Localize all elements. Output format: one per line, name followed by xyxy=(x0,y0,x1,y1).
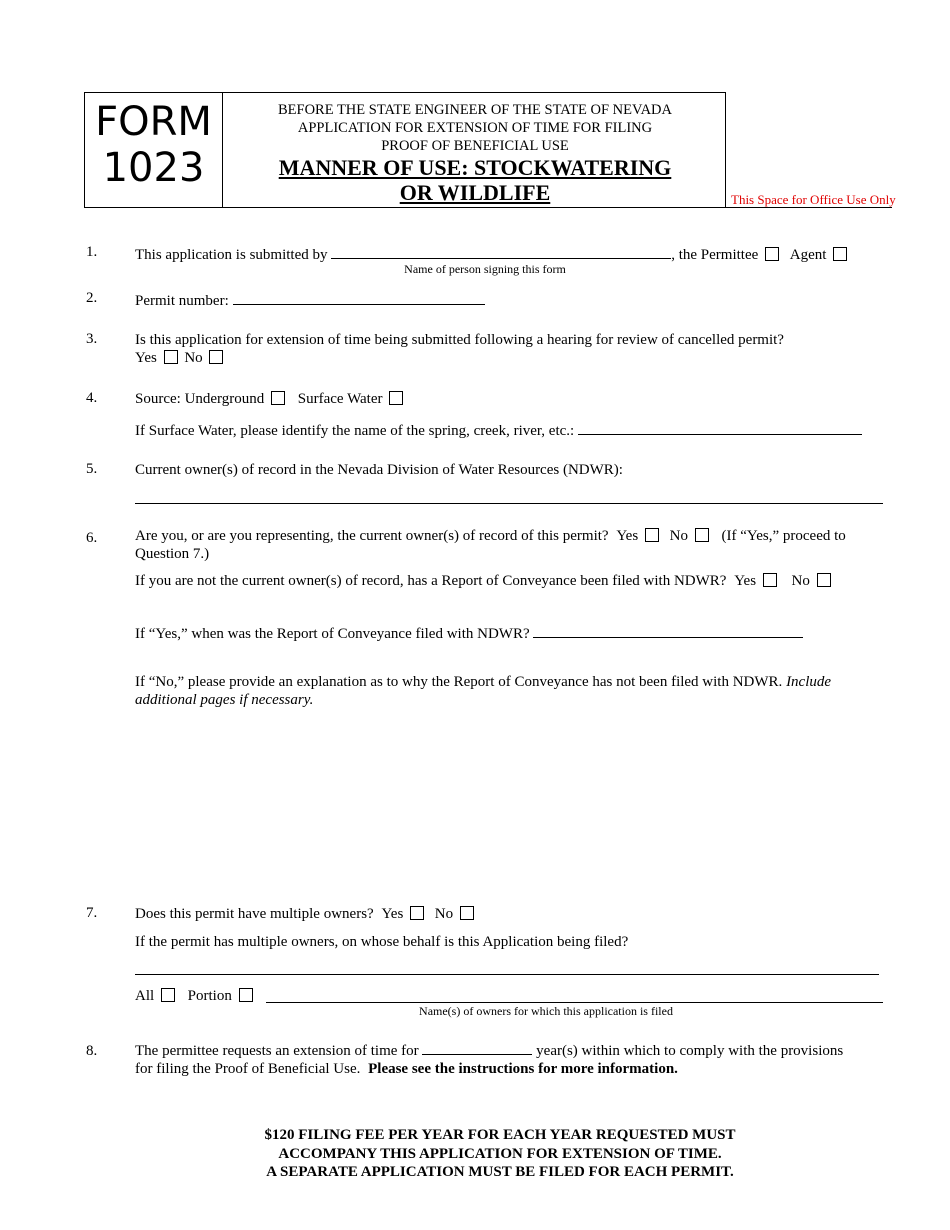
q5-text: Current owner(s) of record in the Nevada Division of Water Resources (NDWR): xyxy=(135,462,623,478)
q6-when-text: If “Yes,” when was the Report of Conveyance filed with NDWR? xyxy=(135,626,530,642)
q7-portion-label: Portion xyxy=(187,988,232,1004)
q7-behalf-text: If the permit has multiple owners, on whose behalf is this Application being filed? xyxy=(135,934,629,950)
q6-explain-row xyxy=(135,673,875,709)
q7-yes-checkbox[interactable] xyxy=(410,906,424,920)
q1-text: This application is submitted by xyxy=(135,247,328,263)
office-use-divider xyxy=(726,207,892,208)
q2-text: Permit number: xyxy=(135,293,229,309)
surface-water-name-field[interactable] xyxy=(578,420,862,435)
agent-checkbox[interactable] xyxy=(833,247,847,261)
form-heading xyxy=(224,93,726,207)
q8-text-c: for filing the Proof of Beneficial Use. xyxy=(135,1061,361,1077)
fee-line-1: $120 FILING FEE PER YEAR FOR EACH YEAR REQUESTED MUST xyxy=(264,1127,736,1143)
portion-owners-checkbox[interactable] xyxy=(239,988,253,1002)
q6-explain-text: If “No,” please provide an explanation as to why the Report of Conveyance has not been filed with NDWR. xyxy=(135,674,783,690)
q4-surface-label: Surface Water xyxy=(297,391,383,407)
q4-number: 4. xyxy=(86,390,98,406)
q8-instructions-note: Please see the instructions for more information. xyxy=(368,1061,678,1077)
q6-proceed-text-2: Question 7.) xyxy=(135,546,210,562)
q6-yes-label: Yes xyxy=(616,528,639,544)
q3-number: 3. xyxy=(86,331,98,347)
q6-number: 6. xyxy=(86,530,98,546)
q7-no-label: No xyxy=(434,906,454,922)
q3-no-label: No xyxy=(184,350,203,366)
submitter-name-field[interactable] xyxy=(331,244,671,259)
q6-conv-no-label: No xyxy=(791,573,810,589)
q3-row xyxy=(135,331,915,367)
permittee-checkbox[interactable] xyxy=(765,247,779,261)
q6-row xyxy=(135,527,895,563)
extension-years-field[interactable] xyxy=(422,1040,532,1055)
heading-line-2: APPLICATION FOR EXTENSION OF TIME FOR FILING xyxy=(297,120,653,136)
form-number-box xyxy=(85,93,223,207)
q6-yes-checkbox[interactable] xyxy=(645,528,659,542)
all-owners-checkbox[interactable] xyxy=(161,988,175,1002)
q6-conveyance-row xyxy=(135,572,834,590)
q1-caption: Name of person signing this form xyxy=(404,262,566,276)
q7-text: Does this permit have multiple owners? xyxy=(135,906,374,922)
q8-text-a: The permittee requests an extension of time for xyxy=(135,1043,419,1059)
q1-agent-label: Agent xyxy=(789,247,827,263)
q1-row xyxy=(135,244,850,264)
q4-row xyxy=(135,390,406,408)
q3-yes-checkbox[interactable] xyxy=(164,350,178,364)
form-title-2: OR WILDLIFE xyxy=(399,180,551,205)
heading-line-1: BEFORE THE STATE ENGINEER OF THE STATE OF NEVADA xyxy=(277,102,673,118)
owners-behalf-field[interactable] xyxy=(135,974,879,975)
q7-number: 7. xyxy=(86,905,98,921)
fee-line-2: ACCOMPANY THIS APPLICATION FOR EXTENSION OF TIME. xyxy=(278,1145,722,1162)
q7-yes-label: Yes xyxy=(381,906,404,922)
q6-explain-italic-2: additional pages if necessary. xyxy=(135,692,314,708)
fee-line-3: A SEPARATE APPLICATION MUST BE FILED FOR EACH PERMIT. xyxy=(266,1164,734,1180)
q8-number: 8. xyxy=(86,1043,98,1059)
q3-text: Is this application for extension of time being submitted following a hearing for review of cancelled permit? xyxy=(135,332,784,348)
q6-no-checkbox[interactable] xyxy=(695,528,709,542)
q6-conv-yes-label: Yes xyxy=(734,573,757,589)
q6-conveyance-text: If you are not the current owner(s) of record, has a Report of Conveyance been filed with NDWR? xyxy=(135,573,727,589)
conveyance-no-checkbox[interactable] xyxy=(817,573,831,587)
q3-no-checkbox[interactable] xyxy=(209,350,223,364)
q4-source-label: Source: Underground xyxy=(135,391,265,407)
q4-identify-row xyxy=(135,420,862,440)
fee-notice xyxy=(200,1126,800,1182)
form-word: FORM xyxy=(95,99,212,145)
q7-row xyxy=(135,905,477,923)
q7-caption: Name(s) of owners for which this application is filed xyxy=(419,1004,673,1018)
form-header xyxy=(84,92,726,208)
form-title-1: MANNER OF USE: STOCKWATERING xyxy=(278,155,672,180)
form-number: 1023 xyxy=(102,145,205,191)
q1-number: 1. xyxy=(86,244,98,260)
q6-when-row xyxy=(135,623,803,643)
q1-permittee-label: , the Permittee xyxy=(671,247,759,263)
q7-portion-row xyxy=(135,987,256,1005)
q6-no-label: No xyxy=(669,528,688,544)
q7-all-label: All xyxy=(135,988,155,1004)
underground-checkbox[interactable] xyxy=(271,391,285,405)
q6-proceed-text: (If “Yes,” proceed to xyxy=(721,528,846,544)
q7-no-checkbox[interactable] xyxy=(460,906,474,920)
q6-text: Are you, or are you representing, the current owner(s) of record of this permit? xyxy=(135,528,609,544)
q8-row xyxy=(135,1040,895,1078)
q2-number: 2. xyxy=(86,290,98,306)
q4-identify-text: If Surface Water, please identify the name of the spring, creek, river, etc.: xyxy=(135,423,575,439)
current-owner-field[interactable] xyxy=(135,503,883,504)
q2-row xyxy=(135,290,485,310)
q5-number: 5. xyxy=(86,461,98,477)
conveyance-yes-checkbox[interactable] xyxy=(763,573,777,587)
permit-number-field[interactable] xyxy=(233,290,485,305)
q3-yes-label: Yes xyxy=(135,350,157,366)
heading-line-3: PROOF OF BENEFICIAL USE xyxy=(381,138,569,154)
q6-explain-italic-1: Include xyxy=(786,674,832,690)
q8-text-b: year(s) within which to comply with the provisions xyxy=(536,1043,844,1059)
surface-water-checkbox[interactable] xyxy=(389,391,403,405)
office-use-label: This Space for Office Use Only xyxy=(731,192,896,207)
owner-names-field[interactable] xyxy=(266,1002,883,1003)
conveyance-date-field[interactable] xyxy=(533,623,803,638)
